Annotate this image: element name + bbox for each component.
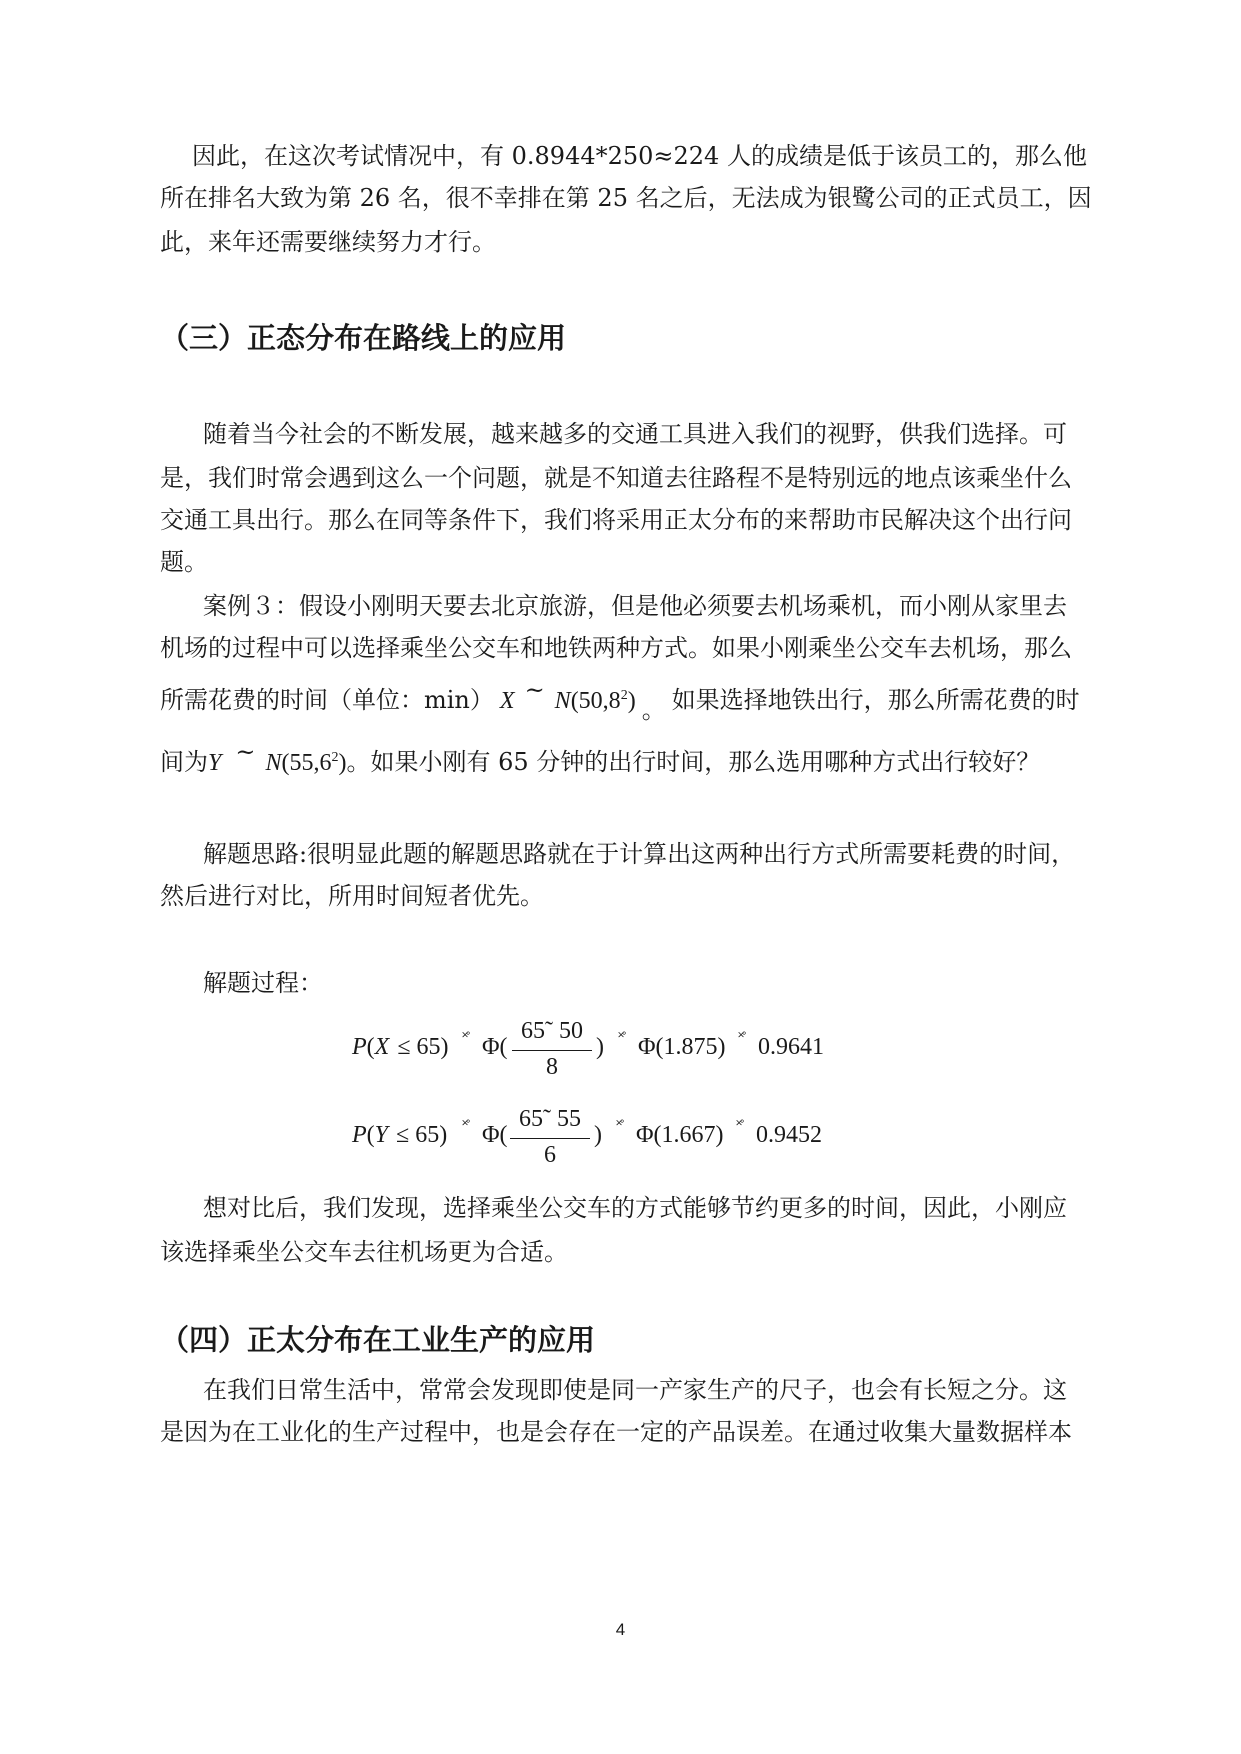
eq1-approx-1: ˟̊ bbox=[462, 1030, 469, 1047]
para1-line-2: 是，我们时常会遇到这么一个问题，就是不知道去往路程不是特别远的地点该乘坐什么 bbox=[160, 464, 1072, 492]
case-line-4-prefix: 间为 bbox=[160, 748, 208, 776]
para1-line-1: 随着当今社会的不断发展，越来越多的交通工具进入我们的视野，供我们选择。可 bbox=[203, 420, 1067, 448]
eq2-p: P bbox=[352, 1122, 367, 1148]
eq2-approx-3: ˟̊ bbox=[736, 1118, 743, 1135]
eq2-result: 0.9452 bbox=[756, 1122, 822, 1148]
case-line-4 bbox=[160, 738, 1041, 779]
case-line-3-prefix: 所需花费的时间（单位：min） bbox=[160, 686, 494, 714]
dist-n: N bbox=[554, 688, 571, 714]
case-line-1: 案例３：假设小刚明天要去北京旅游，但是他必须要去机场乘机，而小刚从家里去 bbox=[203, 592, 1067, 620]
conclusion-line-1: 想对比后，我们发现，选择乘坐公交车的方式能够节约更多的时间，因此，小刚应 bbox=[203, 1194, 1067, 1222]
eq2-var: Y bbox=[374, 1122, 389, 1148]
para1-line-4: 题。 bbox=[160, 548, 208, 576]
eq2-rel: ≤ 65) bbox=[396, 1122, 448, 1148]
case-line-4-suffix: 。如果小刚有 65 分钟的出行时间，那么选用哪种方式出行较好？ bbox=[346, 748, 1041, 776]
eq1-phi-value: Φ(1.875) bbox=[638, 1034, 726, 1060]
eq1-approx-3: ˟̊ bbox=[738, 1030, 745, 1047]
eq1-rel: ≤ 65) bbox=[397, 1034, 449, 1060]
close-x: ) bbox=[627, 688, 636, 714]
eq2-phi: Φ( bbox=[482, 1122, 508, 1148]
close-y: ) bbox=[338, 750, 347, 776]
idea-line-1: 解题思路:很明显此题的解题思路就在于计算出这两种出行方式所需要耗费的时间， bbox=[203, 840, 1076, 868]
section-3-heading: （三）正态分布在路线上的应用 bbox=[160, 321, 567, 355]
params-x: (50,8 bbox=[570, 688, 621, 714]
section4-line-2: 是因为在工业化的生产过程中，也是会存在一定的产品误差。在通过收集大量数据样本 bbox=[160, 1418, 1072, 1446]
eq2-close: ) bbox=[594, 1122, 602, 1148]
eq1-phi: Φ( bbox=[482, 1034, 508, 1060]
eq2-fraction bbox=[510, 1104, 590, 1169]
eq1-open: ( bbox=[366, 1034, 375, 1060]
section-4-heading: （四）正太分布在工业生产的应用 bbox=[160, 1323, 596, 1357]
dist-n-y: N bbox=[265, 750, 282, 776]
process-label: 解题过程： bbox=[203, 969, 323, 997]
eq1-var: X bbox=[374, 1034, 390, 1060]
case-line-3-suffix: 如果选择地铁出行，那么所需花费的时 bbox=[671, 686, 1080, 714]
eq2-numerator: 65˜ 55 bbox=[519, 1106, 581, 1132]
eq1-result: 0.9641 bbox=[758, 1034, 824, 1060]
idea-line-2: 然后进行对比，所用时间短者优先。 bbox=[160, 882, 544, 910]
tilde-symbol-y: ~ bbox=[235, 738, 256, 766]
intro-line-1: 因此，在这次考试情况中，有 0.8944*250≈224 人的成绩是低于该员工的，那么他 bbox=[192, 142, 1087, 170]
eq1-p: P bbox=[352, 1034, 367, 1060]
tilde-symbol: ~ bbox=[524, 676, 545, 704]
page-number: 4 bbox=[615, 1620, 626, 1639]
para1-line-3: 交通工具出行。那么在同等条件下，我们将采用正太分布的来帮助市民解决这个出行问 bbox=[160, 506, 1072, 534]
eq2-approx-1: ˟̊ bbox=[462, 1118, 469, 1135]
var-x: X bbox=[499, 688, 515, 714]
sup-y: 2 bbox=[331, 750, 339, 765]
eq2-denominator: 6 bbox=[544, 1142, 556, 1168]
equation-2 bbox=[352, 1104, 852, 1174]
eq1-approx-2: ˟̊ bbox=[618, 1030, 625, 1047]
intro-line-3: 此，来年还需要继续努力才行。 bbox=[160, 228, 496, 256]
eq1-fraction bbox=[512, 1016, 592, 1081]
var-y: Y bbox=[208, 750, 222, 776]
params-y: (55,6 bbox=[281, 750, 332, 776]
case-line-2: 机场的过程中可以选择乘坐公交车和地铁两种方式。如果小刚乘坐公交车去机场，那么 bbox=[160, 634, 1072, 662]
equation-1 bbox=[352, 1016, 852, 1086]
eq1-numerator: 65˜ 50 bbox=[521, 1018, 583, 1044]
period-x: 。 bbox=[641, 696, 666, 724]
sup-x: 2 bbox=[620, 688, 628, 703]
case-line-3 bbox=[160, 676, 1080, 724]
eq2-approx-2: ˟̊ bbox=[616, 1118, 623, 1135]
eq2-phi-value: Φ(1.667) bbox=[636, 1122, 724, 1148]
intro-line-2: 所在排名大致为第 26 名，很不幸排在第 25 名之后，无法成为银鹭公司的正式员工，因 bbox=[160, 184, 1092, 212]
eq2-open: ( bbox=[366, 1122, 375, 1148]
section4-line-1: 在我们日常生活中，常常会发现即使是同一产家生产的尺子，也会有长短之分。这 bbox=[203, 1376, 1067, 1404]
eq1-denominator: 8 bbox=[546, 1054, 558, 1080]
eq1-close: ) bbox=[596, 1034, 604, 1060]
conclusion-line-2: 该选择乘坐公交车去往机场更为合适。 bbox=[160, 1238, 568, 1266]
